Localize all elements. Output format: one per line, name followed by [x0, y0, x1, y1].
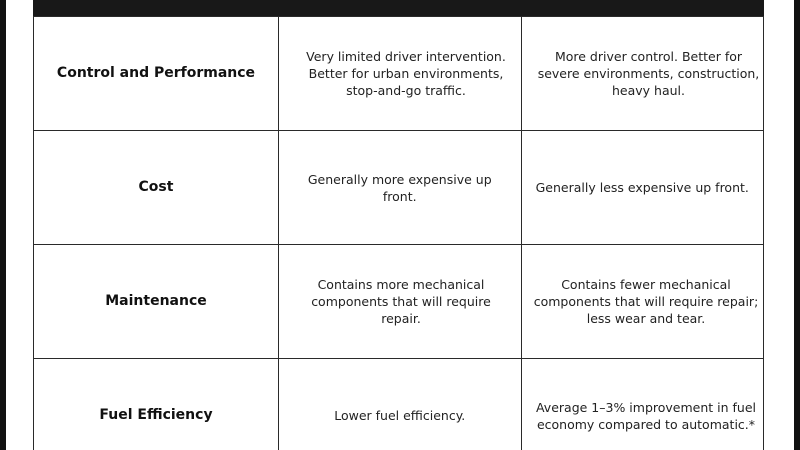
automatic-cell: Contains more mechanical components that will require repair.: [279, 245, 522, 359]
table-row-maintenance: [34, 245, 764, 359]
page-border-left: [0, 0, 6, 450]
table-header-bar: [33, 0, 764, 16]
automatic-cell: Lower fuel efficiency.: [279, 359, 522, 450]
row-label: Cost: [34, 131, 279, 245]
manual-cell: Contains fewer mechanical components that will require repair; less wear and tear.: [521, 245, 764, 359]
manual-cell: Generally less expensive up front.: [521, 131, 764, 245]
row-label: Control and Performance: [34, 17, 279, 131]
automatic-cell: Very limited driver intervention. Better for urban environments, stop-and-go traffic.: [279, 17, 522, 131]
table-row-cost: [34, 131, 764, 245]
manual-cell: Average 1–3% improvement in fuel economy compared to automatic.*: [521, 359, 764, 450]
page-border-right: [794, 0, 800, 450]
table-row-control-performance: [34, 17, 764, 131]
table-row-fuel-efficiency: [34, 359, 764, 450]
manual-cell: More driver control. Better for severe environments, construction, heavy haul.: [521, 17, 764, 131]
row-label: Fuel Efficiency: [34, 359, 279, 450]
row-label: Maintenance: [34, 245, 279, 359]
automatic-cell: Generally more expensive up front.: [279, 131, 522, 245]
comparison-table: [33, 16, 764, 450]
